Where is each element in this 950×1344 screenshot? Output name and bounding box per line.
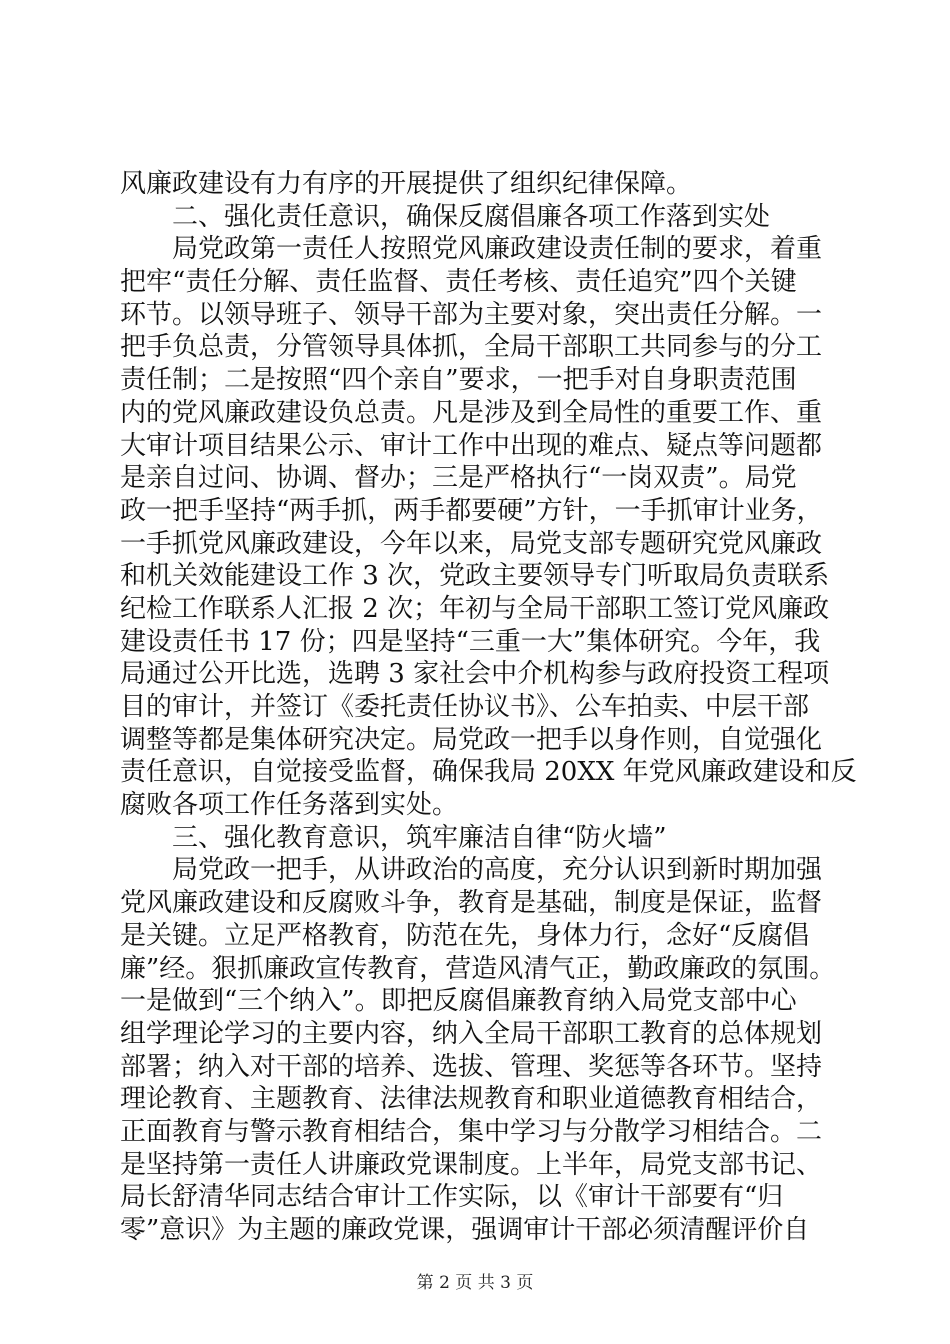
- page-footer: 第 2 页 共 3 页: [416, 1273, 534, 1293]
- text-line: 风廉政建设有力有序的开展提供了组织纪律保障。: [120, 169, 693, 199]
- text-line: 局通过公开比选，选聘 3 家社会中介机构参与政府投资工程项: [120, 659, 830, 690]
- text-line: 局长舒清华同志结合审计工作实际，以《审计干部要有“归: [120, 1182, 784, 1213]
- text-line: 腐败各项工作任务落到实处。: [120, 790, 459, 821]
- text-line: 廉”经。狠抓廉政宣传教育，营造风清气正，勤政廉政的氛围。: [120, 953, 836, 984]
- text-line: 政一把手坚持“两手抓，两手都要硬”方针，一手抓审计业务，: [120, 495, 823, 526]
- text-line: 环节。以领导班子、领导干部为主要对象，突出责任分解。一: [120, 299, 823, 330]
- text-line: 部署；纳入对干部的培养、选拔、管理、奖惩等各环节。坚持: [120, 1051, 823, 1082]
- text-line: 把手负总责，分管领导具体抓，全局干部职工共同参与的分工: [120, 332, 823, 363]
- text-line: 是坚持第一责任人讲廉政党课制度。上半年，局党支部书记、: [120, 1149, 823, 1180]
- text-line: 一手抓党风廉政建设，今年以来，局党支部专题研究党风廉政: [120, 528, 823, 559]
- text-line: 大审计项目结果公示、审计工作中出现的难点、疑点等问题都: [120, 430, 823, 461]
- text-line: 目的审计，并签订《委托责任协议书》、公车拍卖、中层干部: [120, 692, 810, 722]
- text-line: 局党政一把手，从讲政治的高度，充分认识到新时期加强: [120, 855, 823, 886]
- text-line: 内的党风廉政建设负总责。凡是涉及到全局性的重要工作、重: [120, 397, 823, 428]
- text-line: 责任制；二是按照“四个亲自”要求，一把手对自身职责范围: [120, 365, 797, 396]
- text-line: 组学理论学习的主要内容，纳入全局干部职工教育的总体规划: [120, 1018, 823, 1049]
- text-line: 是关键。立足严格教育，防范在先，身体力行，念好“反腐倡: [120, 920, 810, 951]
- text-line: 理论教育、主题教育、法律法规教育和职业道德教育相结合，: [120, 1084, 823, 1115]
- text-line: 一是做到“三个纳入”。即把反腐倡廉教育纳入局党支部中心: [120, 986, 797, 1017]
- text-line: 是亲自过问、协调、督办；三是严格执行“一岗双责”。局党: [120, 463, 797, 494]
- text-line: 党风廉政建设和反腐败斗争，教育是基础，制度是保证，监督: [120, 888, 823, 919]
- section-heading: 二、强化责任意识，确保反腐倡廉各项工作落到实处: [120, 201, 771, 232]
- text-line: 纪检工作联系人汇报 2 次；年初与全局干部职工签订党风廉政: [120, 593, 830, 624]
- text-line: 和机关效能建设工作 3 次，党政主要领导专门听取局负责联系: [120, 561, 830, 592]
- text-line: 局党政第一责任人按照党风廉政建设责任制的要求，着重: [120, 234, 823, 265]
- text-line: 正面教育与警示教育相结合，集中学习与分散学习相结合。二: [120, 1116, 823, 1147]
- text-line: 调整等都是集体研究决定。局党政一把手以身作则，自觉强化: [120, 724, 823, 755]
- section-heading: 三、强化教育意识，筑牢廉洁自律“防火墙”: [120, 822, 667, 853]
- text-line: 零”意识》为主题的廉政党课，强调审计干部必须清醒评价自: [120, 1215, 810, 1245]
- text-line: 责任意识，自觉接受监督，确保我局 20XX 年党风廉政建设和反: [120, 757, 857, 788]
- text-line: 建设责任书 17 份；四是坚持“三重一大”集体研究。今年，我: [120, 626, 821, 657]
- document-body: [120, 168, 857, 1247]
- text-line: 把牢“责任分解、责任监督、责任考核、责任追究”四个关键: [120, 267, 797, 298]
